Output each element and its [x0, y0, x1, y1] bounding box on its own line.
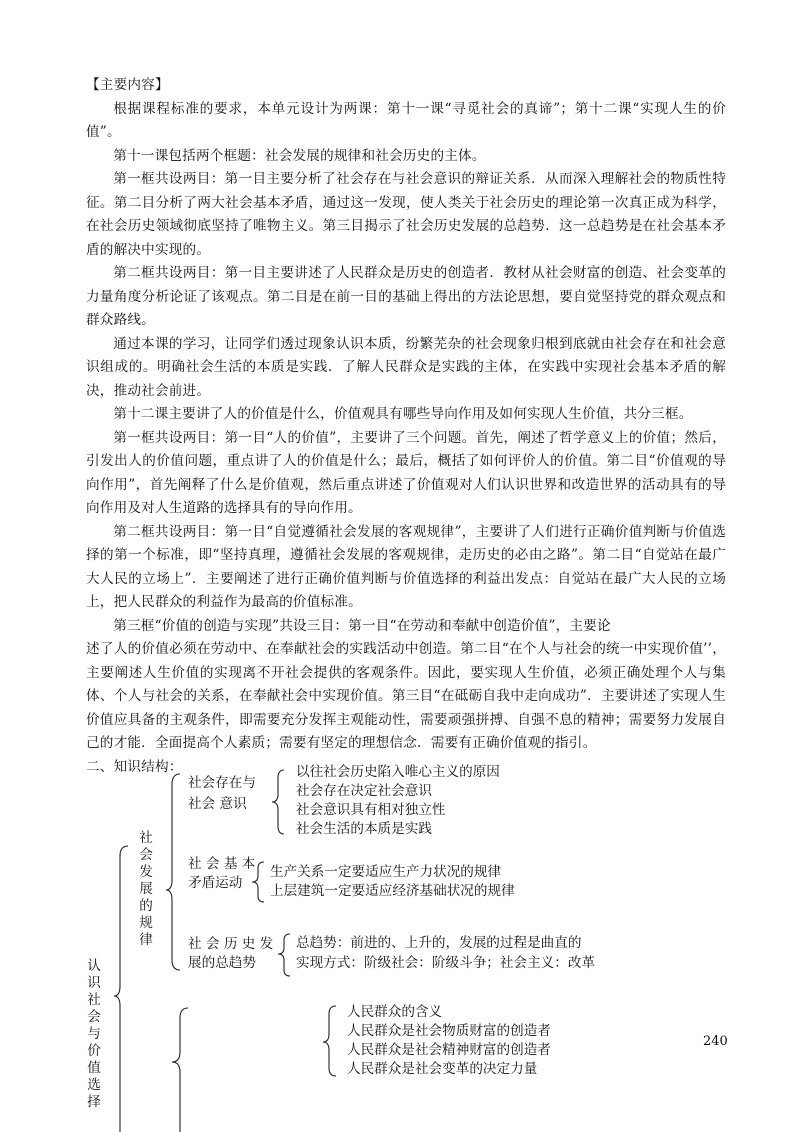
- tree-node2-item: 上层建筑一定要适应经济基础状况的规律: [270, 883, 515, 899]
- tree-node3-item: 总趋势：前进的、上升的，发展的过程是曲直的: [296, 935, 582, 951]
- node1-brace: [272, 770, 284, 834]
- tree-node1-label-line1: 社会存在与: [188, 775, 256, 791]
- tree-branch1-label: 社会发展的规律: [139, 830, 153, 948]
- tree-node3-item: 实现方式：阶级社会：阶级斗争；社会主义：改革: [296, 955, 596, 971]
- tree-node4-item: 人民群众是社会精神财富的创造者: [347, 1042, 551, 1058]
- paragraph: 第三框“价值的创造与实现”共设三目：第一目“在劳动和奉献中创造价值”，主要论: [113, 617, 611, 634]
- tree-node2-label-line2: 矛盾运动: [188, 875, 243, 891]
- branch2-brace: [172, 1008, 188, 1132]
- page-number: 240: [703, 1034, 728, 1049]
- tree-node1-label-line2: 社会 意识: [188, 796, 247, 812]
- main-heading: 【主要内容】: [86, 77, 169, 93]
- paragraph: 第一框共设两目：第一目主要分析了社会存在与社会意识的辩证关系．从而深入理解社会的物质性特征。第二目分析了两大社会基本矛盾，通过这一发现，使人类关于社会历史的理论第一次真正成为科学，在社会历史领域彻底坚持了唯物主义。第三目揭示了社会历史发展的总趋势．这一总趋势是在社会基本矛盾的解决中实现的。: [86, 171, 726, 258]
- tree-node2-item: 生产关系一定要适应生产力状况的规律: [270, 864, 502, 880]
- paragraph: 通过本课的学习，让同学们透过现象认识本质，纷繁芜杂的社会现象归根到底就由社会存在和社会意识组成的。明确社会生活的本质是实践．了解人民群众是实践的主体，在实践中实现社会基本矛盾的解决，推动社会前进。: [86, 335, 726, 399]
- paragraph: 第十二课主要讲了人的价值是什么，价值观具有哪些导向作用及如何实现人生价值，共分三框。: [113, 406, 693, 422]
- section-heading: 二、知识结构：: [86, 758, 183, 775]
- paragraph: 第二框共设两目：第一目主要讲述了人民群众是历史的创造者．教材从社会财富的创造、社会变革的力量角度分析论证了该观点。第二目是在前一目的基础上得出的方法论思想，要自觉坚持党的群众观点和群众路线。: [86, 265, 726, 328]
- tree-root-label: 认识社会与价值选择: [87, 958, 101, 1110]
- tree-node2-label-line1: 社 会 基 本: [188, 856, 256, 872]
- node4-brace: [323, 1006, 336, 1076]
- node3-brace: [278, 934, 290, 976]
- tree-node1-item: 社会生活的本质是实践: [296, 821, 432, 837]
- tree-node3-label-line1: 社 会 历 史 发: [188, 936, 274, 952]
- paragraph: 根据课程标准的要求，本单元设计为两课：第十一课“寻觅社会的真谛”；第十二课“实现人生的价值”。: [86, 100, 726, 140]
- paragraph: 第二框共设两目：第一目“自觉遵循社会发展的客观规律”，主要讲了人们进行正确价值判断与价值选择的第一个标准，即“坚持真理，遵循社会发展的客观规律，走历史的必由之路”。第二目“自觉站在最广大人民的立场上”．主要阐述了进行正确价值判断与价值选择的利益出发点：自觉站在最广大人民的立场上，把人民群众的利益作为最高的价值标准。: [86, 523, 726, 610]
- tree-node4-item: 人民群众是社会物质财富的创造者: [347, 1023, 551, 1039]
- tree-node1-item: 以往社会历史陷入唯心主义的原因: [296, 764, 500, 780]
- paragraph: 第一框共设两目：第一目“人的价值”，主要讲了三个问题。首先，阐述了哲学意义上的价值；然后，引发出人的价值问题，重点讲了人的价值是什么；最后，概括了如何评价人的价值。第二目“价值观的导向作用”，首先阐释了什么是价值观，然后重点讲述了价值观对人们认识世界和改造世界的活动具有的导向作用及对人生道路的选择具有的导向作用。: [86, 429, 726, 516]
- tree-node3-label-line2: 展的总趋势: [188, 955, 256, 971]
- root-brace: [114, 846, 128, 1132]
- tree-node1-item: 社会意识具有相对独立性: [296, 802, 446, 818]
- branch1-brace: [166, 774, 180, 970]
- tree-node4-item: 人民群众是社会变革的决定力量: [347, 1061, 538, 1077]
- paragraph: 第十一课包括两个框题：社会发展的规律和社会历史的主体。: [113, 147, 486, 164]
- paragraph: 述了人的价值必须在劳动中、在奉献社会的实践活动中创造。第二目“在个人与社会的统一中实现价值’’，主要阐述人生价值的实现离不开社会提供的客观条件。因此，要实现人生价值，必须正确处理个人与集体、个人与社会的关系，在奉献社会中实现价值。第三目“在砥砺自我中走向成功”．主要讲述了实现人生价值应具备的主观条件，即需要充分发挥主观能动性，需要顽强拼搏、自强不息的精神；需要努力发展自己的才能．全面提高个人素质；需要有坚定的理想信念．需要有正确价值观的指引。: [86, 641, 726, 751]
- tree-node4-item: 人民群众的含义: [347, 1004, 443, 1020]
- tree-node1-item: 社会存在决定社会意识: [296, 783, 432, 799]
